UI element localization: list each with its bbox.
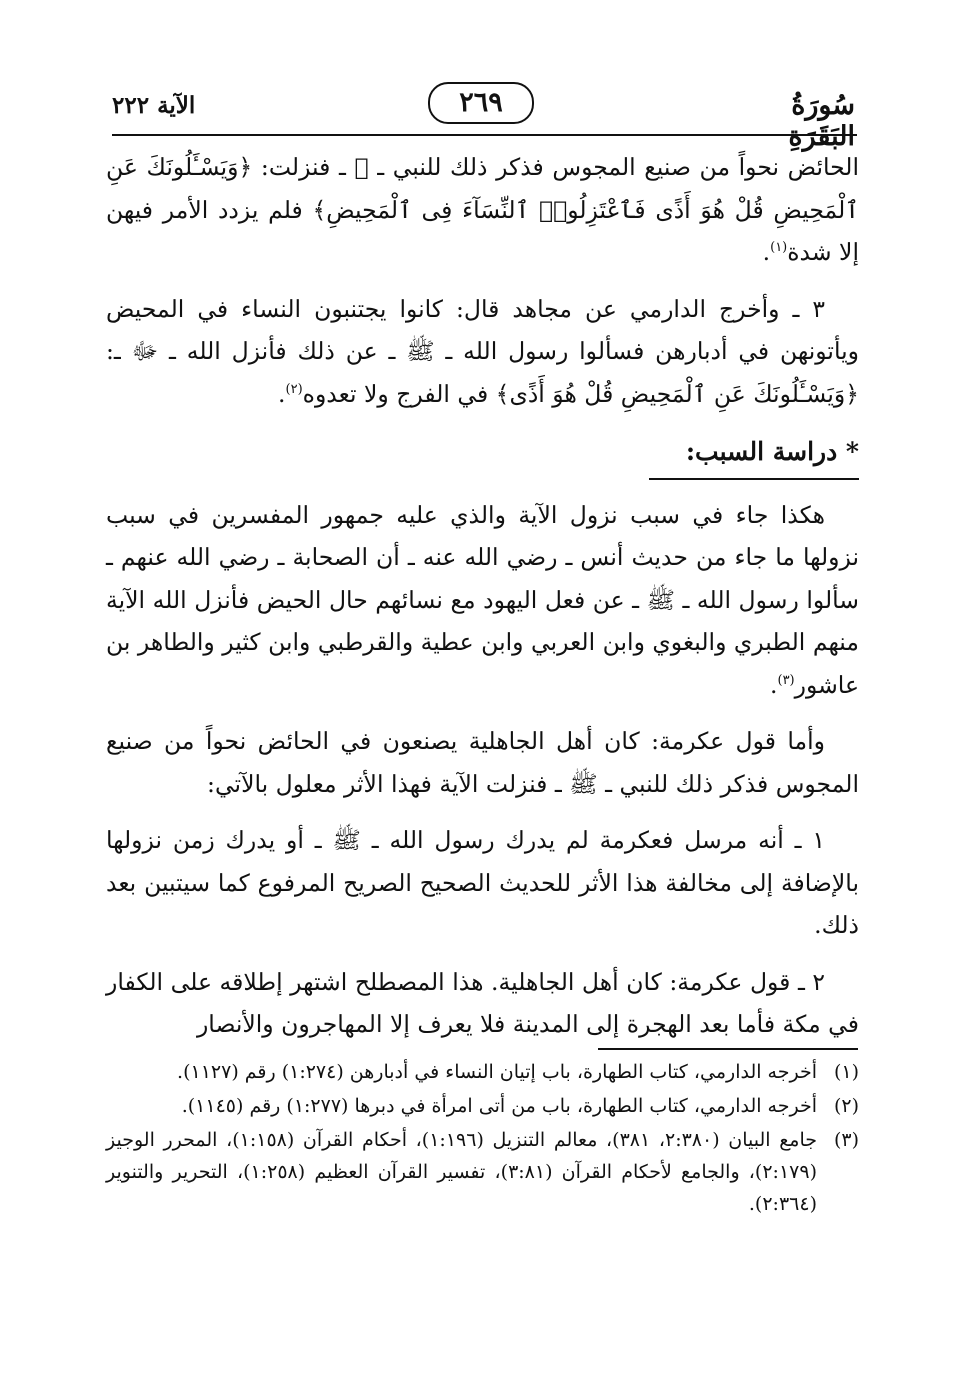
footnotes [106, 1056, 859, 1222]
ayah-label: الآية ٢٢٢ [112, 92, 196, 119]
paragraph-2 [106, 288, 859, 416]
paragraph-3 [106, 494, 859, 707]
footnote-ref-1: (١) [770, 240, 788, 256]
footnote-divider [598, 1048, 858, 1050]
footnote-3-text: جامع البيان (٢:٣٨٠، ٣٨١)، معالم التنزيل (١:١٩٦)، أحكام القرآن (١:١٥٨)، المحرر الوجيز (٢:١٧٩)، والجامع لأحكام القرآن (٣:٨١)، تفسير القرآن العظيم (١:٢٥٨)، التحرير والتنوير (٢:٣٦٤). [106, 1129, 818, 1215]
section-title: * دراسة السبب: [649, 431, 859, 480]
paragraph-2-end: . [278, 379, 286, 408]
paragraph-6: ٢ ـ قول عكرمة: كان أهل الجاهلية. هذا المصطلح اشتهر إطلاقه على الكفار في مكة فأما بعد الهجرة إلى المدينة فلا يعرف إلا المهاجرون والأنصار [106, 967, 859, 1038]
footnote-3-number: (٣) [833, 1129, 859, 1151]
footnote-3 [106, 1124, 859, 1220]
footnote-1-number: (١) [833, 1061, 859, 1083]
footnote-1 [106, 1056, 859, 1088]
footnote-2-number: (٢) [833, 1095, 859, 1117]
footnote-2-text: أخرجه الدارمي، كتاب الطهارة، باب من أتى امرأة في دبرها (١:٢٧٧) رقم (١١٤٥). [181, 1095, 817, 1117]
paragraph-1 [106, 146, 859, 274]
footnote-ref-2: (٢) [285, 381, 303, 397]
footnote-2 [106, 1090, 859, 1122]
paragraph-4: وأما قول عكرمة: كان أهل الجاهلية يصنعون في الحائض نحواً من صنيع المجوس فذكر ذلك للنبي ـ ﷺ ـ فنزلت الآية فهذا الأثر معلول بالآتي: [106, 727, 859, 798]
header-divider [112, 134, 857, 136]
paragraph-1-end: . [762, 238, 771, 266]
paragraph-3-end: . [770, 670, 778, 699]
footnote-1-text: أخرجه الدارمي، كتاب الطهارة، باب إتيان النساء في أدبارهن (١:٢٧٤) رقم (١١٢٧). [177, 1061, 817, 1083]
section-heading-wrap [106, 415, 859, 494]
page-number: ٢٦٩ [428, 82, 534, 124]
footnote-ref-3: (٣) [777, 672, 795, 688]
paragraph-2-text: ٣ ـ وأخرج الدارمي عن مجاهد قال: كانوا يجتنبون النساء في المحيض ويأتونهن في أدبارهن فسألوا رسول الله ـ ﷺ ـ عن ذلك فأنزل الله ـ ﷻ ـ: ﴿وَيَسْـَٔلُونَكَ عَنِ ٱلْمَحِيضِ قُلْ هُوَ أَذًى﴾ في الفرج ولا تعدوه [106, 294, 859, 408]
main-text [106, 146, 859, 1046]
surah-name: سُورَةُ البَقَرَةِ [788, 90, 855, 152]
paragraph-5: ١ ـ أنه مرسل فعكرمة لم يدرك رسول الله ـ ﷺ ـ أو يدرك زمن نزولها بالإضافة إلى مخالفة هذا الأثر للحديث الصحيح الصريح المرفوع كما سيتبين بعد ذلك. [106, 826, 859, 939]
paragraph-1-text: الحائض نحواً من صنيع المجوس فذكر ذلك للنبي ـ ﷺ ـ فنزلت: ﴿وَيَسْـَٔلُونَكَ عَنِ ٱلْمَحِيضِ قُلْ هُوَ أَذًى فَٱعْتَزِلُوا۟ ٱلنِّسَآءَ فِى ٱلْمَحِيضِ﴾ فلم يزدد الأمر فيهن إلا شدة [106, 153, 859, 266]
paragraph-3-text: هكذا جاء في سبب نزول الآية والذي عليه جمهور المفسرين في سبب نزولها ما جاء من حديث أنس ـ رضي الله عنه ـ أن الصحابة ـ رضي الله عنهم ـ سألوا رسول الله ـ ﷺ ـ عن فعل اليهود مع نسائهم حال الحيض فأنزل الله الآية منهم الطبري والبغوي وابن العربي وابن عطية والقرطبي وابن كثير والطاهر بن عاشور [106, 500, 859, 699]
